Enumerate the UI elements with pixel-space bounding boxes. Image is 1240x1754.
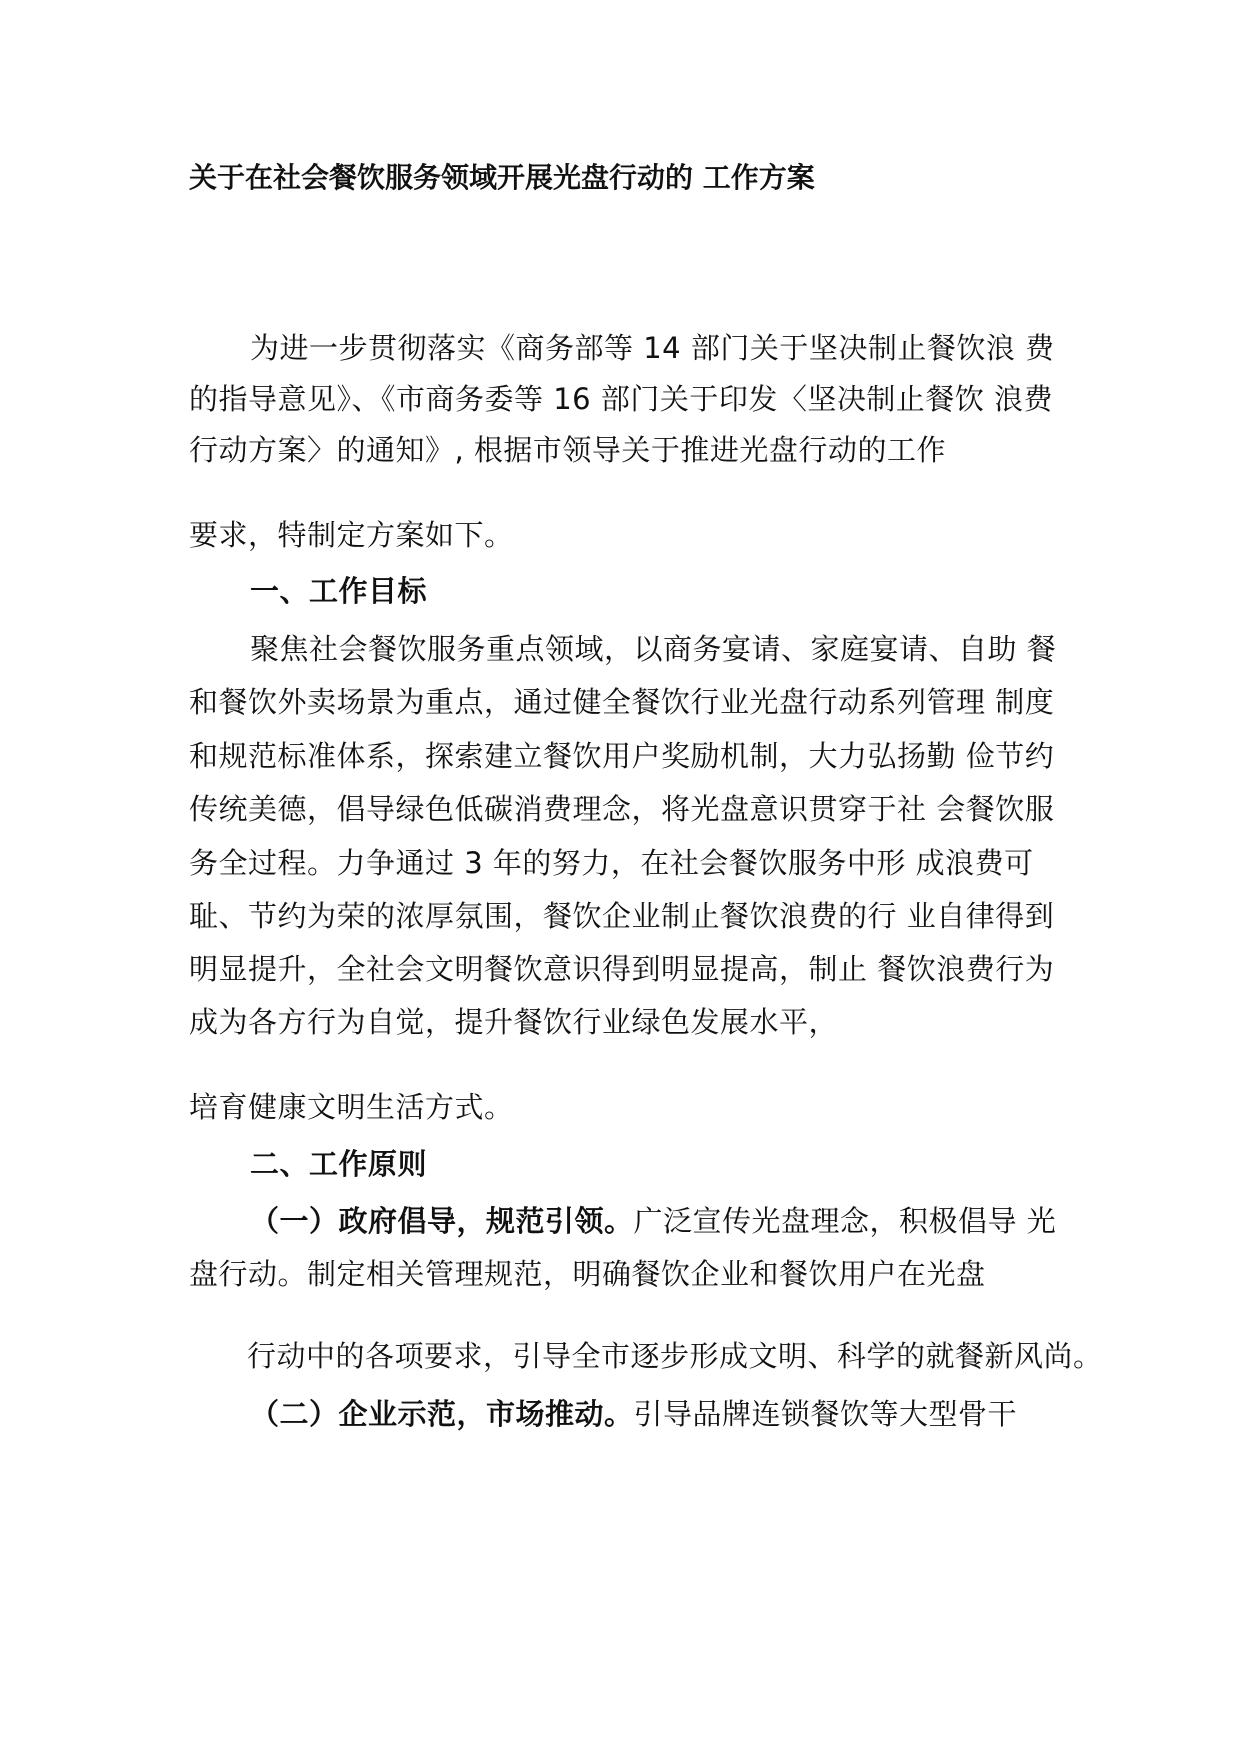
principle-1-text: 广泛宣传光盘理念，积极倡导 光	[633, 1204, 1057, 1238]
principle-2-title: （二）企业示范，市场推动。	[250, 1397, 634, 1431]
section-1-line-1: 聚焦社会餐饮服务重点领域，以商务宴请、家庭宴请、自助 餐	[250, 632, 1057, 666]
section-1-line-4: 传统美德，倡导绿色低碳消费理念，将光盘意识贯穿于社 会餐饮服	[189, 792, 1055, 826]
document-title: 关于在社会餐饮服务领域开展光盘行动的 工作方案	[189, 161, 815, 194]
principle-1-line-3: 行动中的各项要求，引导全市逐步形成文明、科学的就餐新风尚。	[247, 1339, 1103, 1373]
principle-1-line-2: 盘行动。制定相关管理规范，明确餐饮企业和餐饮用户在光盘	[189, 1257, 986, 1291]
principle-2-line-1	[250, 1396, 1017, 1432]
intro-line-4: 要求，特制定方案如下。	[189, 518, 514, 552]
section-1-heading: 一、工作目标	[250, 574, 428, 608]
intro-line-2: 的指导意见》、《市商务委等 16 部门关于印发〈坚决制止餐饮 浪费	[189, 382, 1054, 416]
section-1-line-8: 成为各方行为自觉，提升餐饮行业绿色发展水平，	[189, 1005, 839, 1039]
section-1-line-5: 务全过程。力争通过 3 年的努力，在社会餐饮服务中形 成浪费可	[189, 846, 1034, 880]
intro-line-1: 为进一步贯彻落实《商务部等 14 部门关于坚决制止餐饮浪 费	[250, 331, 1055, 365]
section-1-line-6: 耻、节约为荣的浓厚氛围，餐饮企业制止餐饮浪费的行 业自律得到	[189, 899, 1055, 933]
section-1-line-9: 培育健康文明生活方式。	[189, 1090, 514, 1124]
section-1-line-7: 明显提升，全社会文明餐饮意识得到明显提高，制止 餐饮浪费行为	[189, 952, 1055, 986]
principle-1-title: （一）政府倡导，规范引领。	[250, 1204, 634, 1238]
section-1-line-3: 和规范标准体系，探索建立餐饮用户奖励机制，大力弘扬勤 俭节约	[189, 739, 1055, 773]
principle-1-line-1	[250, 1203, 1056, 1239]
intro-line-3: 行动方案〉的通知》, 根据市领导关于推进光盘行动的工作	[189, 433, 946, 467]
principle-2-text: 引导品牌连锁餐饮等大型骨干	[633, 1397, 1018, 1431]
section-1-line-2: 和餐饮外卖场景为重点，通过健全餐饮行业光盘行动系列管理 制度	[189, 685, 1055, 719]
section-2-heading: 二、工作原则	[250, 1147, 428, 1181]
